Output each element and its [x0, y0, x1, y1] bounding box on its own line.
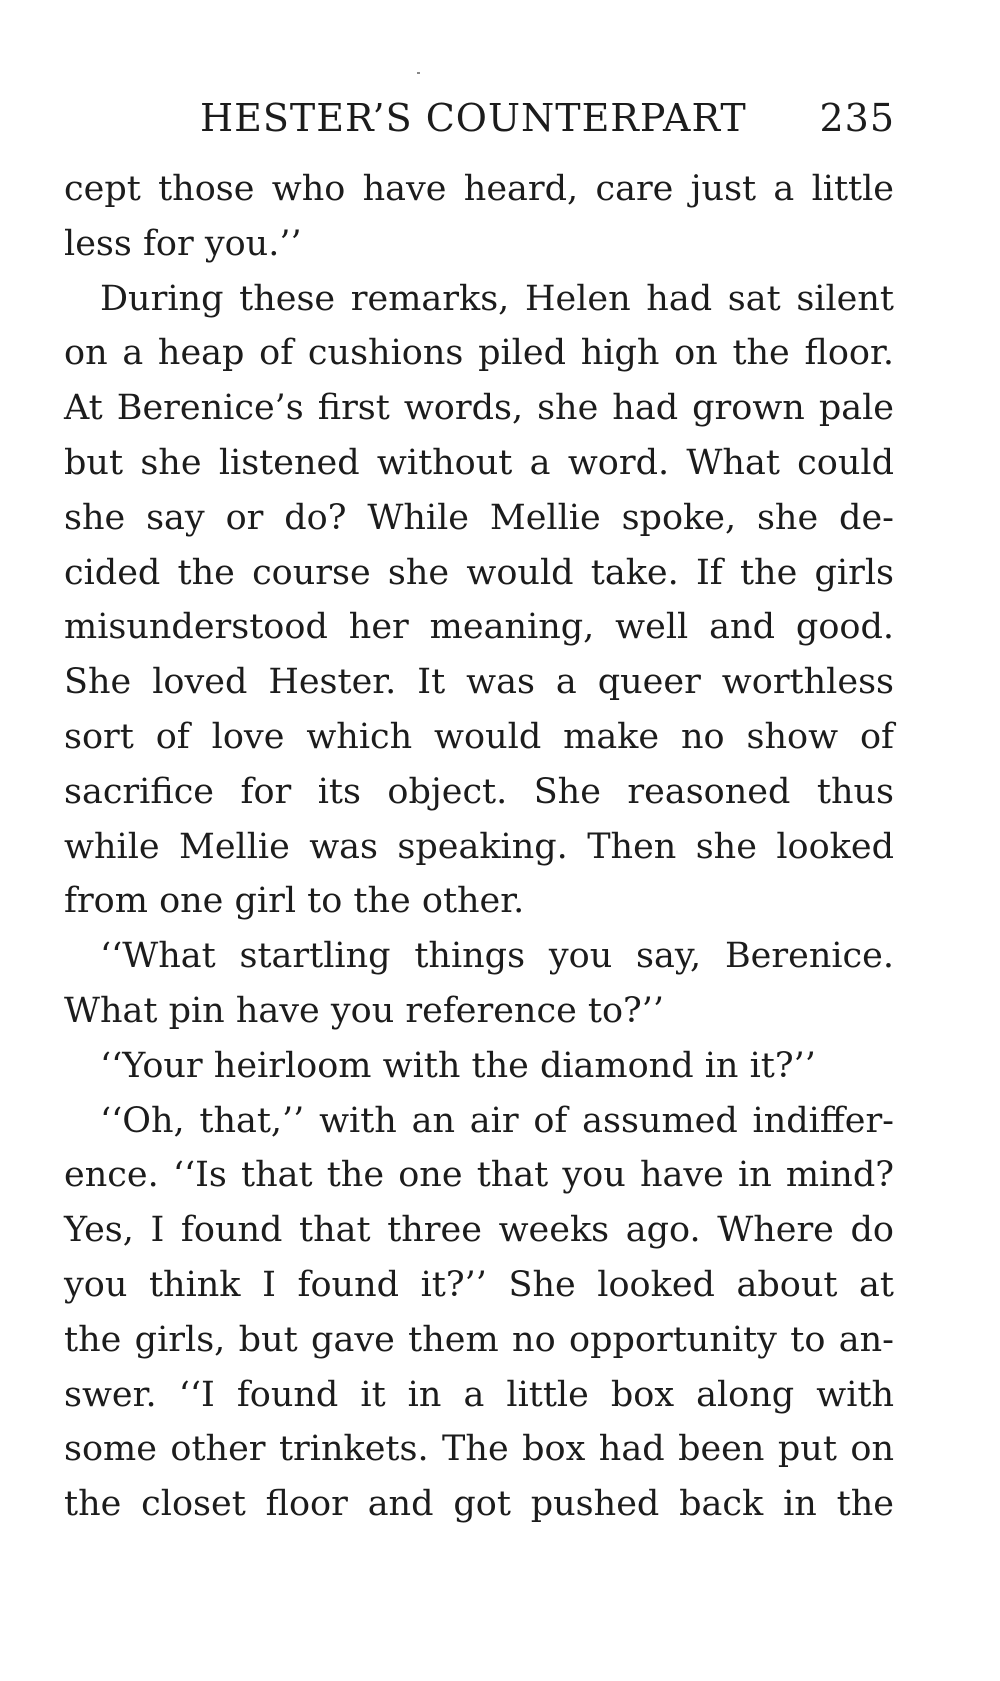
text-line: She loved Hester. It was a queer worthless — [64, 662, 894, 703]
text-line: ‘‘What startling things you say, Berenice. — [100, 936, 894, 977]
text-line: less for you.’’ — [64, 223, 302, 264]
text-line: but she listened without a word. What could — [64, 442, 894, 483]
text-line: swer. ‘‘I found it in a little box along with — [64, 1374, 894, 1415]
text-line: Yes, I found that three weeks ago. Where do — [64, 1210, 894, 1251]
text-line: you think I found it?’’ She looked about at — [64, 1264, 894, 1305]
text-line: misunderstood her meaning, well and good. — [64, 607, 894, 648]
print-speck — [417, 72, 420, 74]
text-line: cept those who have heard, care just a little — [64, 169, 894, 209]
text-line: sacrifice for its object. She reasoned thus — [64, 771, 894, 812]
text-line: she say or do? While Mellie spoke, she de- — [64, 497, 894, 538]
text-line: ence. ‘‘Is that the one that you have in mind? — [64, 1155, 894, 1196]
running-header — [200, 96, 895, 146]
text-line: on a heap of cushions piled high on the floor. — [64, 333, 894, 374]
text-line: sort of love which would make no show of — [64, 716, 894, 757]
text-line: At Berenice’s first words, she had grown pale — [64, 388, 894, 429]
running-title: HESTER’S COUNTERPART — [200, 96, 747, 140]
text-line: cided the course she would take. If the girls — [64, 552, 894, 593]
text-line: while Mellie was speaking. Then she looked — [64, 826, 894, 867]
text-line: from one girl to the other. — [64, 881, 525, 922]
body-text — [64, 162, 894, 1532]
text-line: During these remarks, Helen had sat silent — [100, 278, 894, 319]
page-number: 235 — [819, 96, 895, 140]
text-line: some other trinkets. The box had been put on — [64, 1429, 894, 1470]
text-line: What pin have you reference to?’’ — [64, 990, 665, 1031]
text-line: the closet floor and got pushed back in the — [64, 1484, 894, 1525]
text-line: ‘‘Your heirloom with the diamond in it?’’ — [100, 1045, 816, 1086]
text-line: the girls, but gave them no opportunity to an- — [64, 1319, 894, 1360]
text-line: ‘‘Oh, that,’’ with an air of assumed indiffer- — [100, 1100, 894, 1141]
